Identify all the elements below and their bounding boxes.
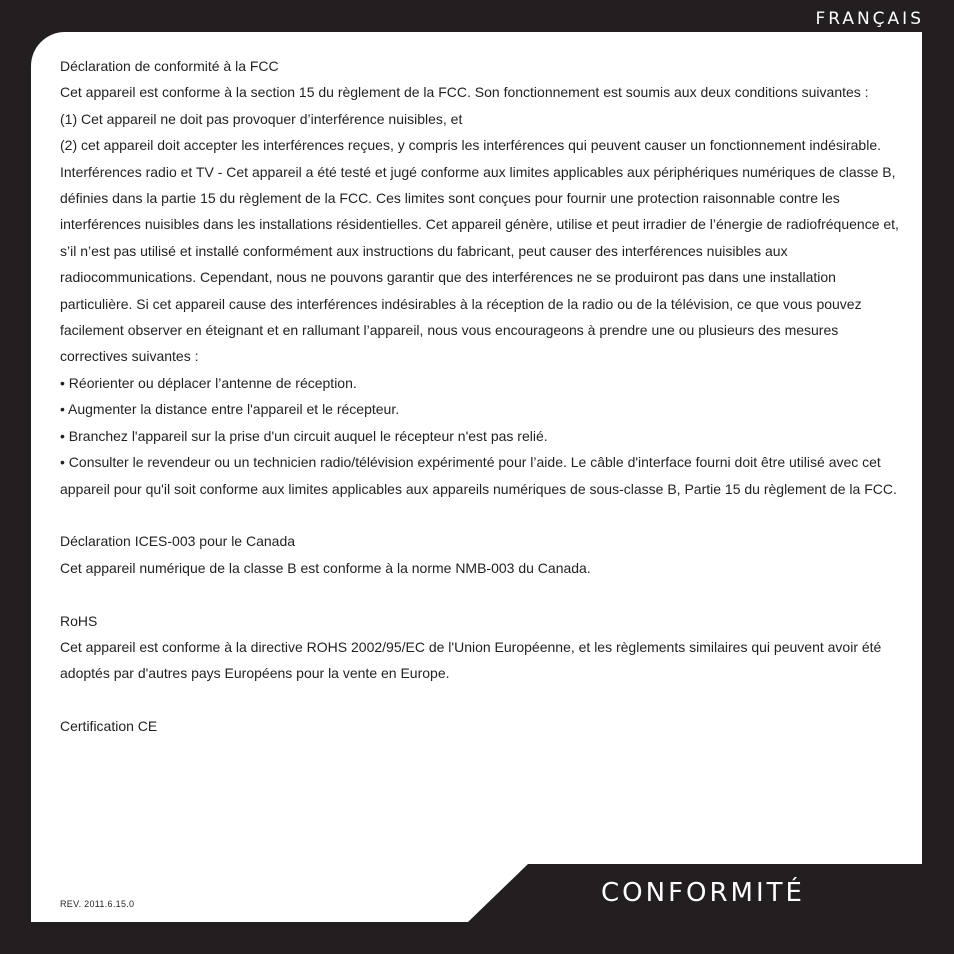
- ices-text: Cet appareil numérique de la classe B est conforme à la norme NMB-003 du Canada.: [60, 559, 591, 576]
- fcc-interference-text: Interférences radio et TV - Cet appareil a été testé et jugé conforme aux limites applicables aux périphériques numériques de classe B, définies dans la partie 15 du règlement de la FCC. Ces limites sont conçues pour fournir une protection raisonnable contre les interférences nuisibles dans les installations résidentielles. Cet appareil génère, utilise et peut irradier de l’énergie de radiofréquence et, s’il n’est pas utilisé et installé conformément aux instructions du fabricant, peut causer des interférences nuisibles aux radiocommunications. Cependant, nous ne pouvons garantir que des interférences ne se produiront pas dans une installation particulière. Si cet appareil cause des interférences indésirables à la réception de la radio ou de la télévision, ce que vous pouvez facilement observer en éteignant et en rallumant l’appareil, nous vous encourageons à prendre une ou plusieurs des mesures correctives suivantes :: [60, 163, 899, 365]
- revision-label: REV. 2011.6.15.0: [60, 899, 135, 909]
- ices-heading: Déclaration ICES-003 pour le Canada: [60, 533, 296, 550]
- spacer: [60, 502, 905, 528]
- measure-item: • Réorienter ou déplacer l’antenne de réception.: [60, 374, 357, 391]
- ce-heading: Certification CE: [60, 718, 158, 735]
- measure-item: • Augmenter la distance entre l'appareil et le récepteur.: [60, 401, 400, 418]
- fcc-condition-1: (1) Cet appareil ne doit pas provoquer d’interférence nuisibles, et: [60, 110, 463, 127]
- rohs-text: Cet appareil est conforme à la directive ROHS 2002/95/EC de l'Union Européenne, et les règlements similaires qui peuvent avoir été adoptés par d'autres pays Européens pour la vente en Europe.: [60, 638, 882, 682]
- fcc-intro: Cet appareil est conforme à la section 15 du règlement de la FCC. Son fonctionnement est soumis aux deux conditions suivantes :: [60, 84, 869, 101]
- spacer: [60, 581, 905, 607]
- fcc-condition-2: (2) cet appareil doit accepter les interférences reçues, y compris les interférences qui peuvent causer un fonctionnement indésirable.: [60, 137, 881, 154]
- document-body: [60, 53, 905, 740]
- section-title: CONFORMITÉ: [601, 878, 805, 908]
- measure-item: • Branchez l'appareil sur la prise d'un circuit auquel le récepteur n'est pas relié.: [60, 427, 548, 444]
- fcc-heading: Déclaration de conformité à la FCC: [60, 58, 279, 74]
- measure-item: • Consulter le revendeur ou un technicien radio/télévision expérimenté pour l’aide. Le câble d'interface fourni doit être utilisé avec cet appareil pour qu'il soit conforme aux limites applicables aux appareils numériques de sous-classe B, Partie 15 du règlement de la FCC.: [60, 454, 897, 497]
- language-label: FRANÇAIS: [815, 9, 924, 29]
- spacer: [60, 687, 905, 713]
- rohs-heading: RoHS: [60, 612, 98, 629]
